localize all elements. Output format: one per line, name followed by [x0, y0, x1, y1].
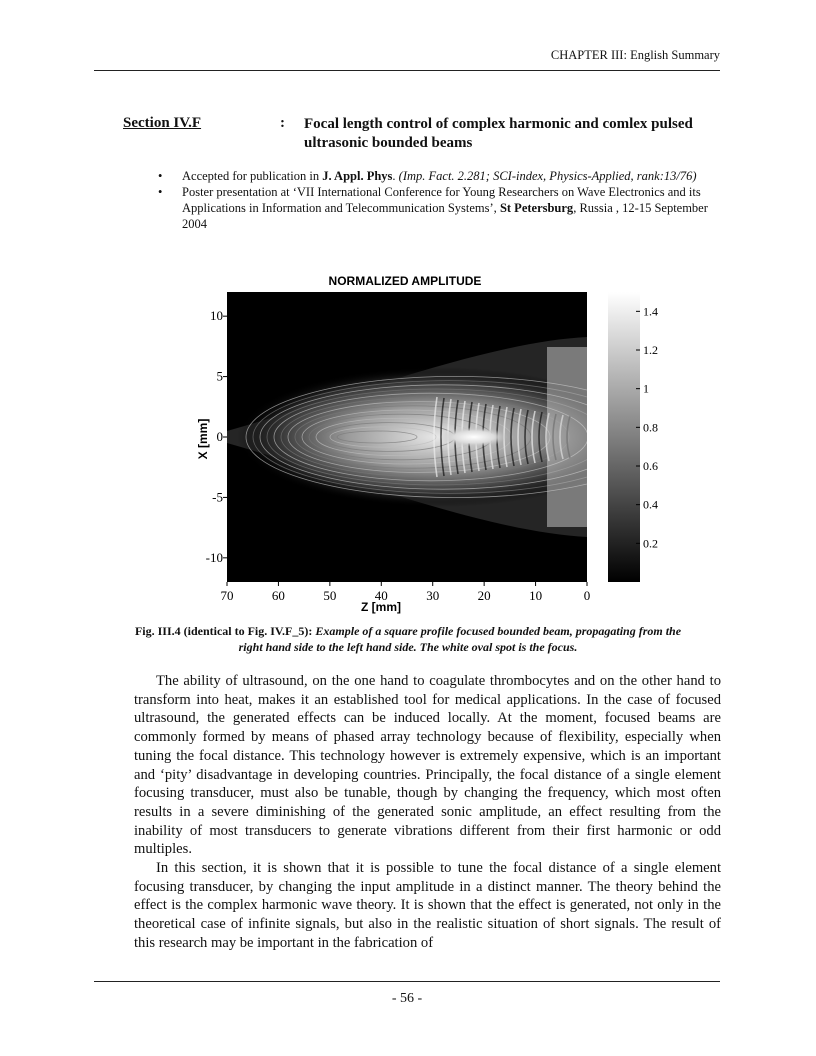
page-number: - 56 - [391, 991, 423, 1006]
bullet-prefix: Poster presentation at ‘VII International Conference for Young Researchers on Wave Electronics and its Applications in Information and Telecommunication Systems’, [182, 185, 701, 215]
bullet-separator: . [392, 169, 399, 183]
colorbar-tick-label: 0.6 [643, 459, 658, 473]
body-text [134, 672, 721, 953]
conference-city: St Petersburg [499, 201, 574, 215]
running-header: CHAPTER III: English Summary [550, 48, 720, 62]
x-tick-label: 70 [220, 588, 234, 603]
y-tick-label: -10 [205, 549, 223, 565]
bullet-suffix: , Russia , 12-15 September 2004 [182, 201, 708, 231]
x-tick-label: 30 [426, 588, 440, 603]
x-axis-label: Z [mm] [361, 600, 401, 614]
x-tick-label: 0 [583, 588, 591, 603]
y-tick-label: 10 [210, 308, 223, 324]
colorbar-gradient [608, 292, 640, 582]
y-tick-label: 5 [216, 368, 223, 384]
heatmap-chart [187, 263, 667, 619]
figure [187, 263, 667, 619]
colorbar-tick-label: 0.2 [643, 536, 658, 551]
colorbar-tick-label: 1.2 [643, 343, 658, 357]
x-tick-label: 40 [374, 588, 388, 603]
section-title: Focal length control of complex harmonic and comlex pulsed ultrasonic bounded beams [304, 116, 693, 151]
paragraph: In this section, it is shown that it is possible to tune the focal distance of a single element focusing transducer, by changing the input amplitude in a distinct manner. The theory behind the effect is the complex harmonic wave theory. It is shown that the effect is generated, not only in the theoretical case of infinite signals, but also in the realistic situation of short signals. The result of this research may be important in the fabrication of [134, 860, 721, 951]
x-tick-label: 50 [323, 588, 337, 603]
x-tick-label: 60 [271, 588, 285, 603]
list-item [150, 184, 715, 232]
y-tick-label: -5 [212, 489, 223, 505]
plot-area [227, 292, 664, 582]
focus-spot [440, 427, 508, 447]
colorbar-tick-label: 1.4 [643, 304, 658, 319]
footer-rule [94, 981, 720, 982]
publication-list [150, 168, 715, 232]
impact-note: (Imp. Fact. 2.281; SCI-index, Physics-Applied, rank:13/76) [398, 169, 697, 183]
colorbar [608, 292, 658, 582]
paragraph: The ability of ultrasound, on the one hand to coagulate thrombocytes and on the other hand to transform into heat, makes it an established tool for medical applications. In the case of focused ultrasound, the generated effects can be induced locally. At the moment, focused beams are commonly formed by means of phased array technology because of flexibility, especially when tuning the focal distance. This technology however is extremely expensive, which is an important and ‘pity’ disadvantage in developing countries. Principally, the focal distance of a single element focusing transducer, must also be tunable, though by changing the frequency, which most often results in a severe diminishing of the generated sonic amplitude, an effect resulting from the inability of most transducers to generate vibrations different from their first harmonic or odd multiples. [134, 673, 721, 858]
x-tick-label: 20 [477, 588, 491, 603]
list-item [150, 168, 715, 184]
section-label: Section IV.F [123, 115, 202, 131]
x-tick-label: 10 [529, 588, 543, 603]
colorbar-tick-label: 0.8 [643, 420, 658, 435]
figure-caption [130, 623, 686, 655]
section-colon: : [280, 115, 285, 131]
chart-title: NORMALIZED AMPLITUDE [328, 274, 482, 288]
y-tick-label: 0 [216, 429, 223, 444]
caption-text: Example of a square profile focused bounded beam, propagating from the right hand side to the left hand side. The white oval spot is the focus. [238, 624, 682, 654]
y-axis-label: X [mm] [196, 418, 210, 460]
caption-label: Fig. III.4 (identical to Fig. IV.F_5): [134, 624, 316, 638]
header-rule [94, 70, 720, 71]
bullet-icon: • [158, 169, 163, 183]
bullet-prefix: Accepted for publication in [182, 169, 323, 183]
bullet-icon: • [158, 185, 163, 199]
colorbar-tick-label: 1 [643, 381, 649, 396]
journal-name: J. Appl. Phys [322, 169, 393, 183]
source-aperture [547, 347, 587, 527]
colorbar-tick-label: 0.4 [643, 497, 658, 512]
